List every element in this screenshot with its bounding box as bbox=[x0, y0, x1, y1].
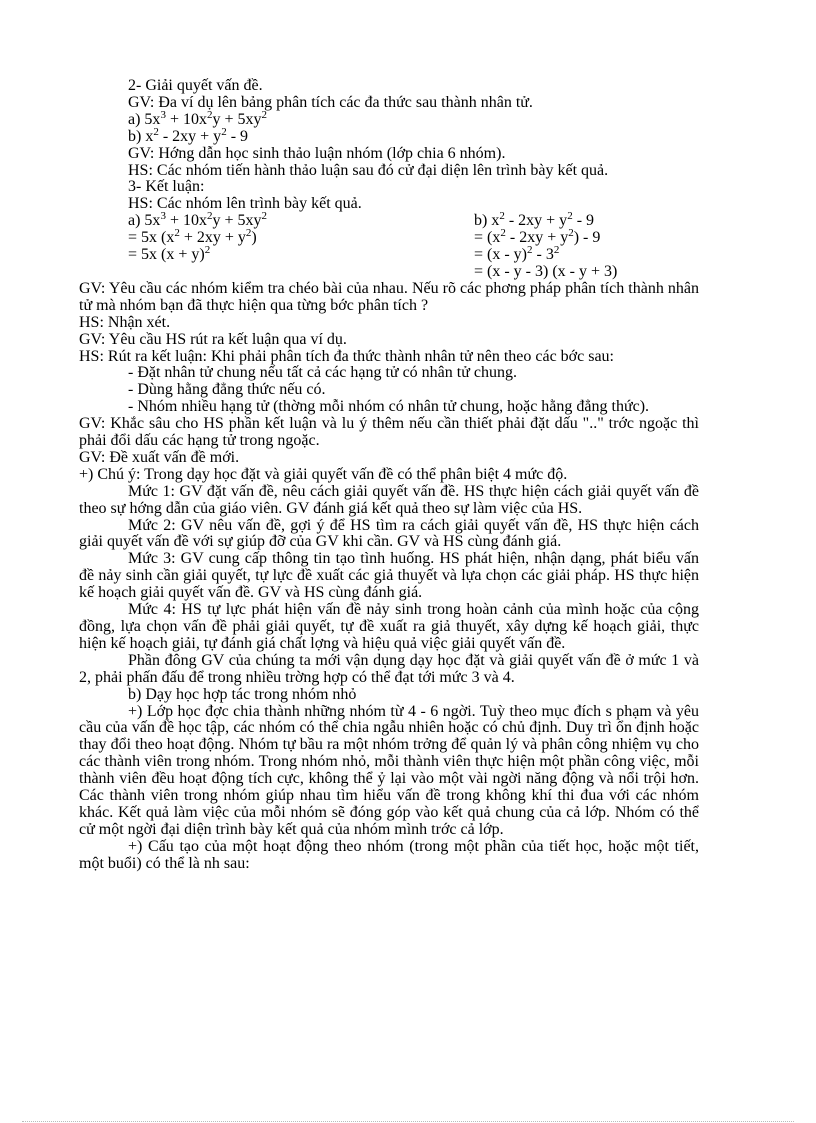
paragraph: HS: Các nhóm tiến hành thảo luận sau đó cử đại diện lên trình bày kết quả. bbox=[128, 161, 609, 179]
expression-b: b) $x^2 - 2xy + y^2 - 9$ bbox=[128, 125, 249, 145]
solution-line: = 5x $(x^2 + 2xy + y^2)$ bbox=[128, 227, 257, 247]
paragraph: GV: Hớng dẫn học sinh thảo luận nhóm (lớp chia 6 nhóm). bbox=[128, 144, 506, 162]
solution-line: = $(x - y)^2 - 3^2$ bbox=[474, 244, 560, 264]
solution-line: a) $5x^3 + 10x^2y + 5xy^2$ bbox=[128, 210, 267, 230]
paragraph: +) Lớp học đợc chia thành những nhóm từ 4 - 6 ngời. Tuỳ theo mục đích s phạm và yêu cầu của vấn đề học tập, các nhóm có thể chia ngẫu nhiên hoặc có chủ định. Duy trì ổn định hoặc thay đổi theo hoạt động. Nhóm tự bầu ra một nhóm trởng để quản lý và phân công nhiệm vụ cho các thành viên trong nhóm. Trong nhóm nhỏ, mỗi thành viên thực hiện một phần công việc, mỗi thành viên đều hoạt động tích cực, không thể ỷ lại vào một vài ngời năng động và nổi trội hơn. Các thành viên trong nhóm giúp nhau tìm hiểu vấn đề trong không khí thi đua với các nhóm khác. Kết quả làm việc của mỗi nhóm sẽ đóng góp vào kết quả chung của cả lớp. Nhóm có thể cử một ngời đại diện trình bày kết quả của nhóm mình trớc cả lớp. bbox=[79, 702, 699, 838]
paragraph: GV: Yêu cầu các nhóm kiểm tra chéo bài của nhau. Nếu rõ các phơng pháp phân tích thành nhân tử mà nhóm bạn đã thực hiện qua từng bớc phân tích ? bbox=[79, 279, 699, 314]
solution-b bbox=[474, 210, 699, 281]
paragraph: GV: Đa ví dụ lên bảng phân tích các đa thức sau thành nhân tử. bbox=[128, 93, 533, 111]
paragraph: GV: Đề xuất vấn đề mới. bbox=[79, 448, 240, 466]
paragraph: Mức 2: GV nêu vấn đề, gợi ý để HS tìm ra cách giải quyết vấn đề, HS thực hiện cách giải quyết vấn đề với sự giúp đỡ của GV khi cần. GV và HS cùng đánh giá. bbox=[79, 516, 699, 551]
paragraph: Mức 4: HS tự lực phát hiện vấn đề nảy sinh trong hoàn cảnh của mình hoặc của cộng đồng, lựa chọn vấn đề phải giải quyết, tự đề xuất ra giả thuyết, xây dựng kế hoạch giải, thực hiện kế hoạch giải, tự đánh giá chất lợng và hiệu quả việc giải quyết vấn đề. bbox=[79, 601, 699, 652]
solution-line: = $(x^2 - 2xy + y^2) - 9$ bbox=[474, 227, 601, 247]
solution-line: b) $x^2 - 2xy + y^2 - 9$ bbox=[474, 210, 595, 230]
section-heading: 3- Kết luận: bbox=[128, 178, 205, 196]
paragraph: HS: Rút ra kết luận: Khi phải phân tích đa thức thành nhân tử nên theo các bớc sau: bbox=[79, 347, 614, 365]
section-heading: b) Dạy học hợp tác trong nhóm nhỏ bbox=[128, 685, 357, 703]
paragraph: +) Cấu tạo của một hoạt động theo nhóm (trong một phần của tiết học, hoặc một tiết, một buổi) có thể là nh sau: bbox=[79, 837, 699, 872]
list-item: - Nhóm nhiều hạng tử (thờng mỗi nhóm có nhân tử chung, hoặc hằng đẳng thức). bbox=[128, 398, 650, 416]
paragraph: +) Chú ý: Trong dạy học đặt và giải quyết vấn đề có thể phân biệt 4 mức độ. bbox=[79, 465, 568, 483]
document-page bbox=[79, 78, 699, 873]
list-item: - Đặt nhân tử chung nếu tất cả các hạng tử có nhân tử chung. bbox=[128, 364, 517, 382]
paragraph: Mức 1: GV đặt vấn đề, nêu cách giải quyết vấn đề. HS thực hiện cách giải quyết vấn đề theo sự hớng dẫn của giáo viên. GV đánh giá kết quả theo sự làm việc của HS. bbox=[79, 482, 699, 517]
solution-line: = (x - y - 3) (x - y + 3) bbox=[474, 262, 618, 280]
paragraph: GV: Khắc sâu cho HS phần kết luận và lu ý thêm nếu cần thiết phải đặt dấu ".." trớc ngoặc thì phải đổi dấu các hạng tử trong ngoặc. bbox=[79, 415, 699, 450]
paragraph: Mức 3: GV cung cấp thông tin tạo tình huống. HS phát hiện, nhận dạng, phát biểu vấn đề nảy sinh cần giải quyết, tự lực đề xuất các giả thuyết và lựa chọn các giải pháp. HS thực hiện kế hoạch giải quyết vấn đề. GV và HS cùng đánh giá. bbox=[79, 550, 699, 602]
page-bottom-divider bbox=[22, 1121, 794, 1122]
solution-columns bbox=[79, 210, 699, 281]
solution-a bbox=[128, 210, 474, 281]
list-item: - Dùng hằng đẳng thức nếu có. bbox=[128, 381, 326, 399]
solution-line: = 5x $(x + y)^2$ bbox=[128, 244, 211, 264]
paragraph: Phần đông GV của chúng ta mới vận dụng dạy học đặt và giải quyết vấn đề ở mức 1 và 2, phải phấn đấu để trong nhiều trờng hợp có thể đạt tới mức 3 và 4. bbox=[79, 651, 699, 686]
paragraph: HS: Nhận xét. bbox=[79, 313, 171, 331]
paragraph: GV: Yêu cầu HS rút ra kết luận qua ví dụ. bbox=[79, 330, 347, 348]
expression-a: a) $5x^3 + 10x^2y + 5xy^2$ bbox=[128, 108, 267, 128]
section-heading: 2- Giải quyết vấn đề. bbox=[128, 77, 263, 94]
paragraph: HS: Các nhóm lên trình bày kết quả. bbox=[128, 195, 362, 213]
